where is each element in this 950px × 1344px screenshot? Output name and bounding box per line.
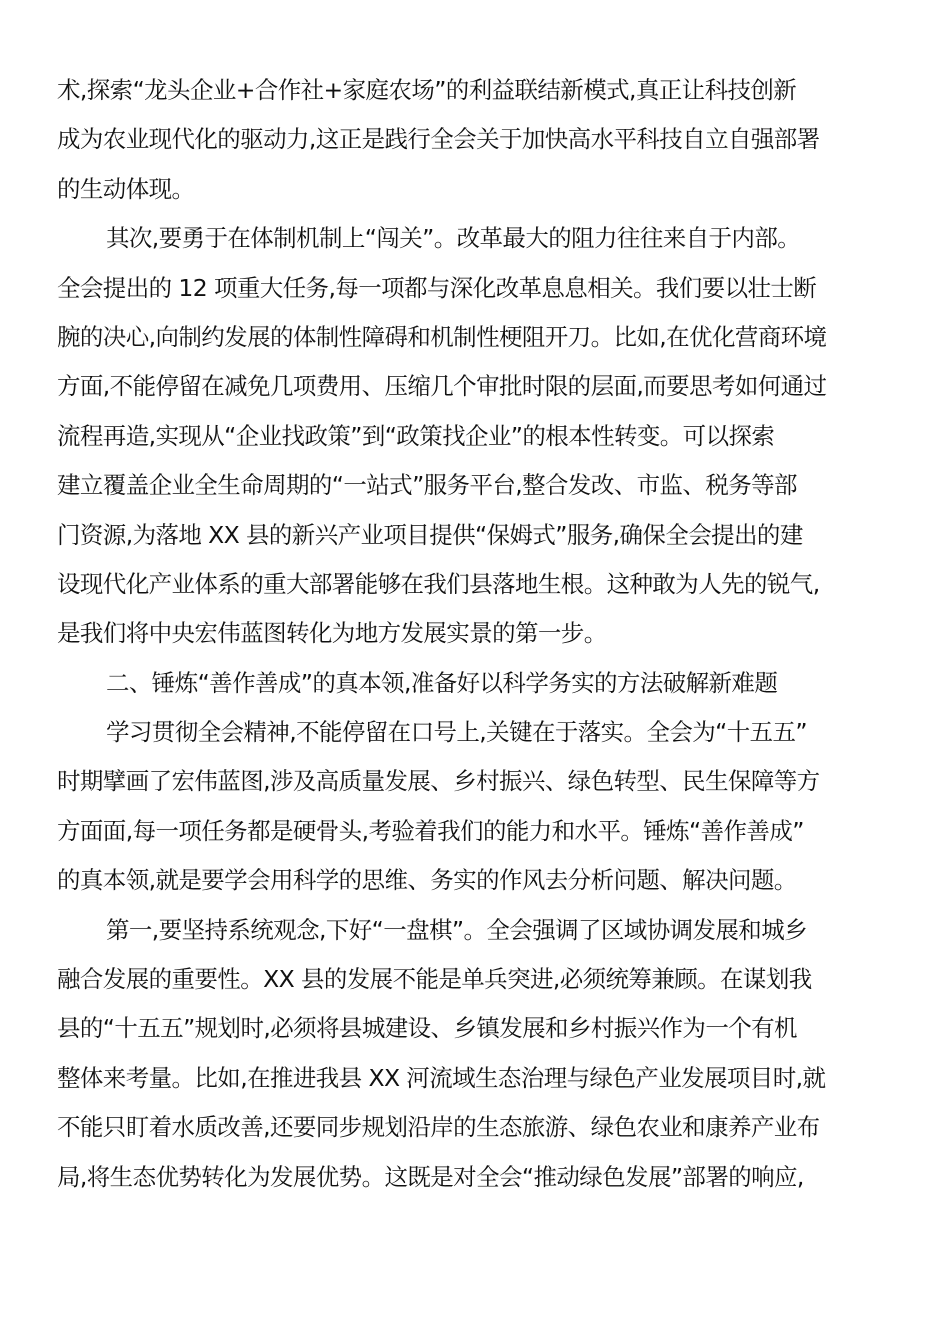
text-line: 的生动体现。 <box>57 174 195 203</box>
document-page <box>57 66 895 1202</box>
text-line: 的真本领,就是要学会用科学的思维、务实的作风去分析问题、解决问题。 <box>57 866 797 895</box>
text-line: 是我们将中央宏伟蓝图转化为地方发展实景的第一步。 <box>57 619 607 648</box>
text-line: 建立覆盖企业全生命周期的“一站式”服务平台,整合发改、市监、税务等部 <box>57 471 797 500</box>
paragraph-start: 学习贯彻全会精神,不能停留在口号上,关键在于落实。全会为“十五五” <box>106 718 807 747</box>
text-line: 成为农业现代化的驱动力,这正是践行全会关于加快高水平科技自立自强部署 <box>57 125 820 154</box>
paragraph-start: 其次,要勇于在体制机制上“闯关”。改革最大的阻力往往来自于内部。 <box>106 224 801 253</box>
text-line: 时期擘画了宏伟蓝图,涉及高质量发展、乡村振兴、绿色转型、民生保障等方 <box>57 767 820 796</box>
text-line: 局,将生态优势转化为发展优势。这既是对全会“推动绿色发展”部署的响应, <box>57 1162 804 1191</box>
section-heading: 二、锤炼“善作善成”的真本领,准备好以科学务实的方法破解新难题 <box>106 668 778 697</box>
text-line: 门资源,为落地 XX 县的新兴产业项目提供“保姆式”服务,确保全会提出的建 <box>57 520 803 549</box>
text-line: 整体来考量。比如,在推进我县 XX 河流域生态治理与绿色产业发展项目时,就 <box>57 1063 826 1092</box>
text-line: 不能只盯着水质改善,还要同步规划沿岸的生态旅游、绿色农业和康养产业布 <box>57 1113 820 1142</box>
text-line: 方面面,每一项任务都是硬骨头,考验着我们的能力和水平。锤炼“善作善成” <box>57 816 804 845</box>
text-line: 融合发展的重要性。XX 县的发展不能是单兵突进,必须统筹兼顾。在谋划我 <box>57 965 812 994</box>
text-line: 流程再造,实现从“企业找政策”到“政策找企业”的根本性转变。可以探索 <box>57 421 775 450</box>
paragraph-start: 第一,要坚持系统观念,下好“一盘棋”。全会强调了区域协调发展和城乡 <box>106 915 807 944</box>
text-line: 腕的决心,向制约发展的体制性障碍和机制性梗阻开刀。比如,在优化营商环境 <box>57 322 827 351</box>
text-line: 方面,不能停留在减免几项费用、压缩几个审批时限的层面,而要思考如何通过 <box>57 372 827 401</box>
text-line: 术,探索“龙头企业+合作社+家庭农场”的利益联结新模式,真正让科技创新 <box>57 76 797 104</box>
text-line: 县的“十五五”规划时,必须将县城建设、乡镇发展和乡村振兴作为一个有机 <box>57 1014 797 1043</box>
text-line: 设现代化产业体系的重大部署能够在我们县落地生根。这种敢为人先的锐气, <box>57 569 820 598</box>
text-line: 全会提出的 12 项重大任务,每一项都与深化改革息息相关。我们要以壮士断 <box>57 273 817 302</box>
